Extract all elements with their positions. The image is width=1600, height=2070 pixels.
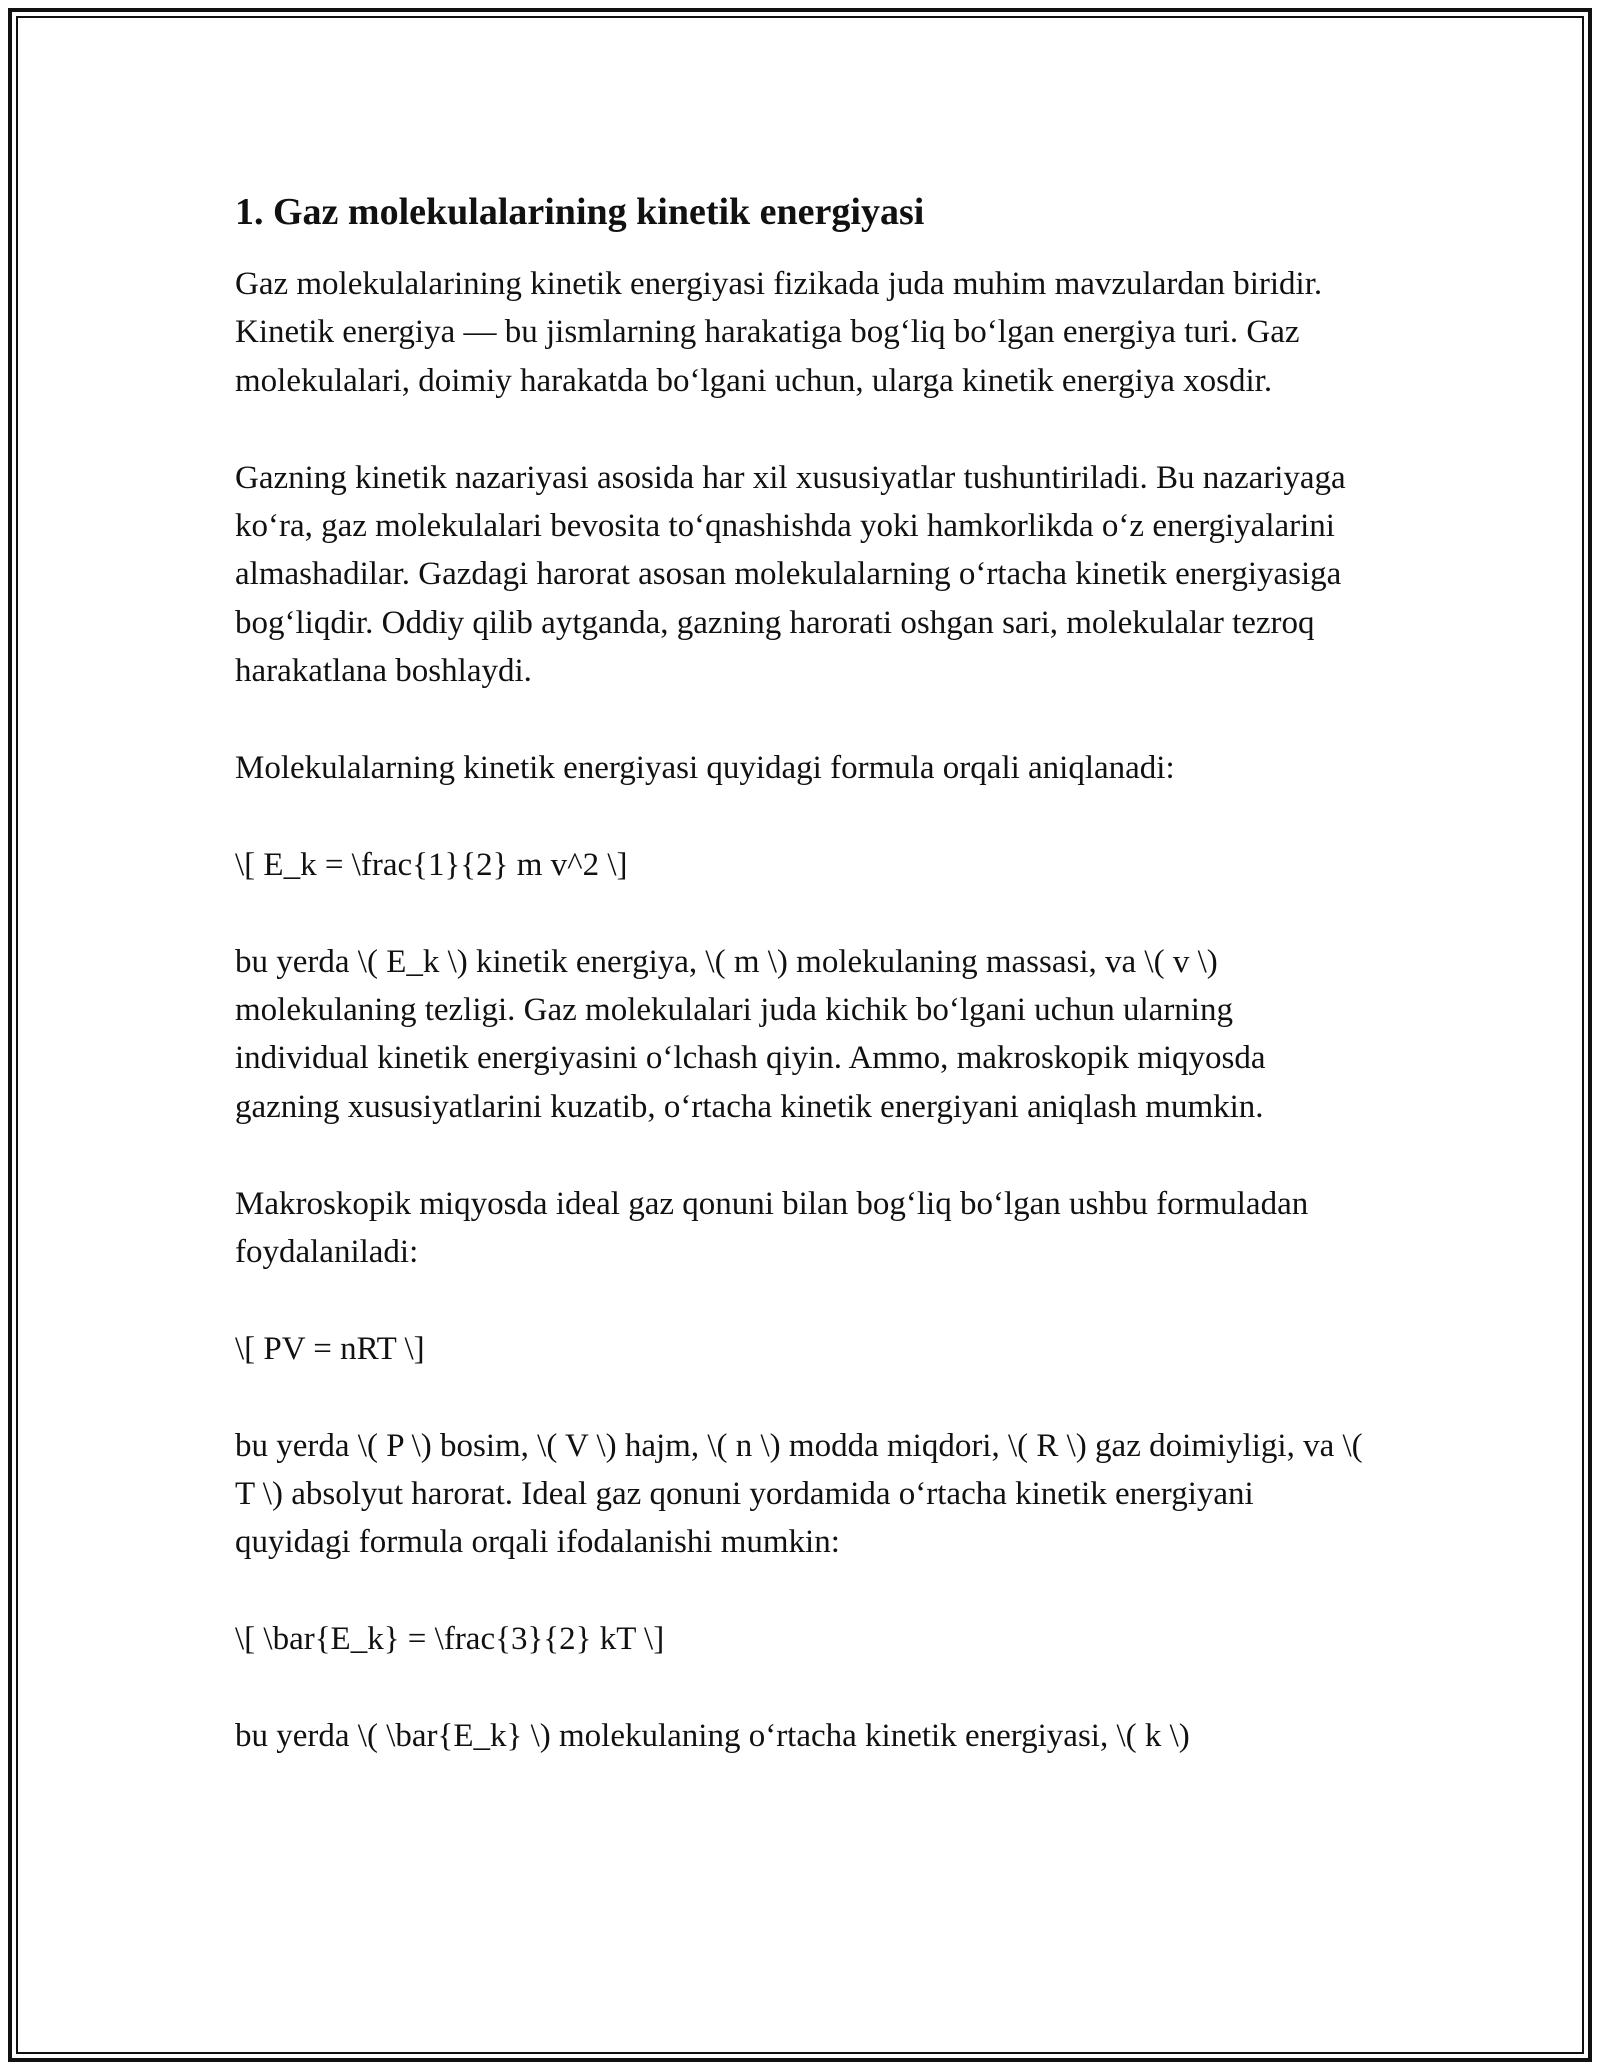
paragraph-ideal-gas-lead: Makroskopik miqyosda ideal gaz qonuni bilan bog‘liq bo‘lgan ushbu formuladan foydalaniladi: bbox=[235, 1185, 1309, 1271]
paragraph-ideal-gas-explanation: bu yerda \( P \) bosim, \( V \) hajm, \( n \) modda miqdori, \( R \) gaz doimiyligi, va \( T \) absolyut harorat. Ideal gaz qonuni yordamida o‘rtacha kinetik energiyani quyidagi formula orqali ifodalanishi mumkin: bbox=[235, 1427, 1363, 1561]
paragraph-formula-explanation: bu yerda \( E_k \) kinetik energiya, \( m \) molekulaning massasi, va \( v \) molekulaning tezligi. Gaz molekulalari juda kichik bo‘lgani uchun ularning individual kinetik energiyasini o‘lchash qiyin. Ammo, makroskopik miqyosda gazning xususiyatlarini kuzatib, o‘rtacha kinetik energiyani aniqlash mumkin. bbox=[235, 943, 1266, 1125]
formula-average-kinetic-energy: \[ \bar{E_k} = \frac{3}{2} kT \] bbox=[235, 1621, 665, 1658]
document-body bbox=[235, 186, 1370, 1760]
text-blocks bbox=[235, 260, 1370, 1760]
formula-kinetic-energy: \[ E_k = \frac{1}{2} m v^2 \] bbox=[235, 846, 628, 883]
paragraph-formula-lead: Molekulalarning kinetik energiyasi quyidagi formula orqali aniqlanadi: bbox=[235, 750, 1175, 787]
paragraph-kinetic-theory: Gazning kinetik nazariyasi asosida har xil xususiyatlar tushuntiriladi. Bu nazariyaga ko‘ra, gaz molekulalari bevosita to‘qnashishda yoki hamkorlikda o‘z energiyalarini almashadilar. Gazdagi harorat asosan molekulalarning o‘rtacha kinetik energiyasiga bog‘liqdir. Oddiy qilib aytganda, gazning harorati oshgan sari, molekulalar tezroq harakatlana boshlaydi. bbox=[235, 459, 1346, 690]
formula-ideal-gas-law: \[ PV = nRT \] bbox=[235, 1330, 425, 1367]
paragraph-average-explanation: bu yerda \( \bar{E_k} \) molekulaning o‘rtacha kinetik energiyasi, \( k \) bbox=[235, 1718, 1190, 1755]
section-heading: 1. Gaz molekulalarining kinetik energiyasi bbox=[235, 191, 925, 233]
paragraph-intro: Gaz molekulalarining kinetik energiyasi fizikada juda muhim mavzulardan biridir. Kinetik energiya — bu jismlarning harakatiga bog‘liq bo‘lgan energiya turi. Gaz molekulalari, doimiy harakatda bo‘lgani uchun, ularga kinetik energiya xosdir. bbox=[235, 266, 1323, 399]
